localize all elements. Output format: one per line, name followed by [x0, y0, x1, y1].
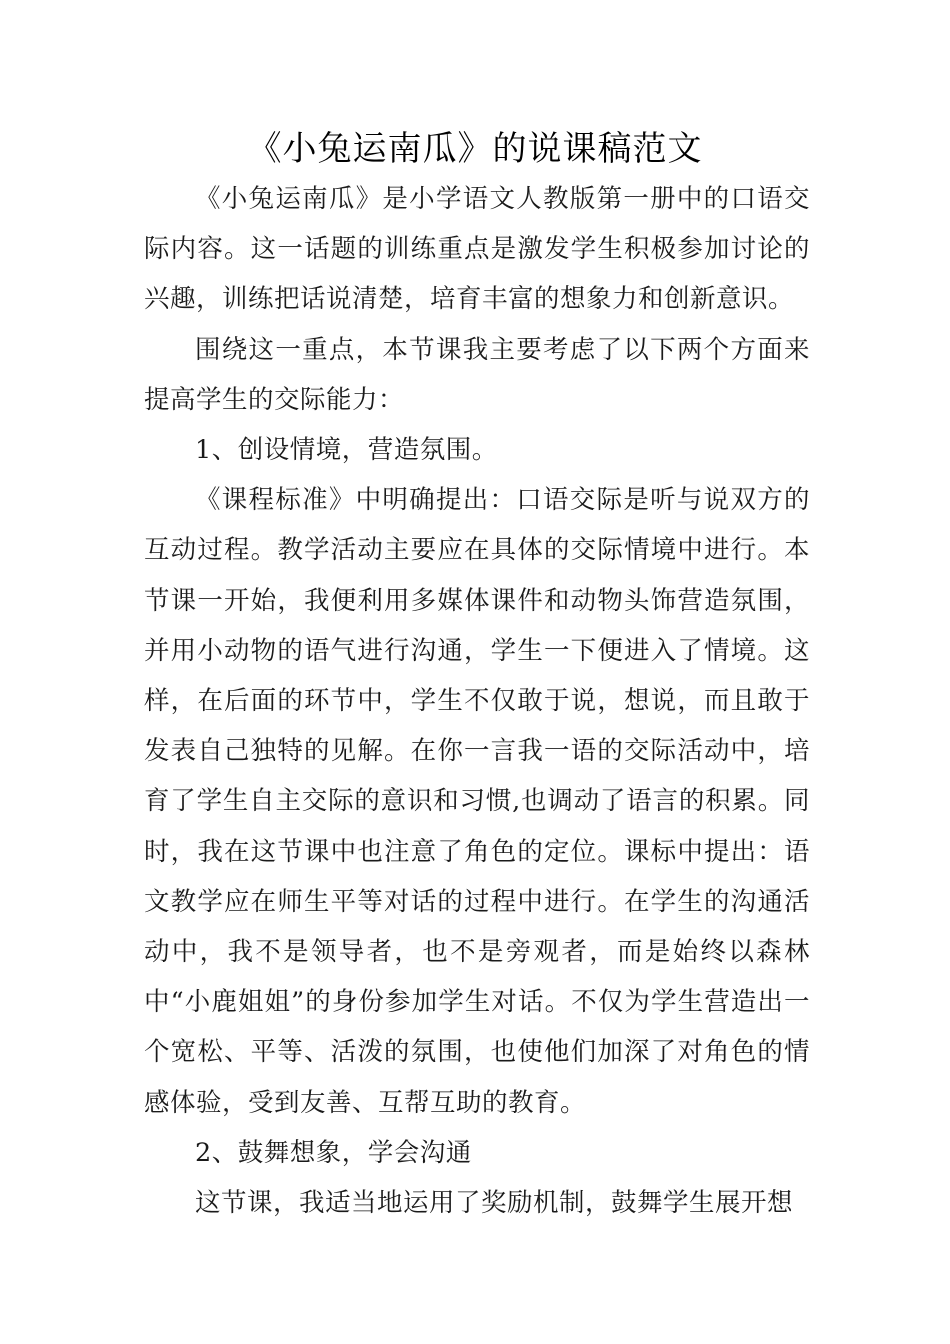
paragraph-section-2: 这节课，我适当地运用了奖励机制，鼓舞学生展开想: [195, 1188, 794, 1219]
document-body: [144, 174, 810, 1228]
paragraph-section-1: 《课程标准》中明确提出：口语交际是听与说双方的互动过程。教学活动主要应在具体的交际情境中进行。本节课一开始，我便利用多媒体课件和动物头饰营造氛围，并用小动物的语气进行沟通，学生一下便进入了情境。这样，在后面的环节中，学生不仅敢于说，想说，而且敢于发表自己独特的见解。在你一言我一语的交际活动中，培育了学生自主交际的意识和习惯,也调动了语言的积累。同时，我在这节课中也注意了角色的定位。课标中提出：语文教学应在师生平等对话的过程中进行。在学生的沟通活动中，我不是领导者，也不是旁观者，而是始终以森林中“小鹿姐姐”的身份参加学生对话。不仅为学生营造出一个宽松、平等、活泼的氛围，也使他们加深了对角色的情感体验，受到友善、互帮互助的教育。: [144, 485, 810, 1118]
paragraph-intro: 《小兔运南瓜》是小学语文人教版第一册中的口语交际内容。这一话题的训练重点是激发学生积极参加讨论的兴趣，训练把话说清楚，培育丰富的想象力和创新意识。: [144, 184, 810, 315]
section-heading-1: 1、创设情境，营造氛围。: [195, 435, 498, 466]
paragraph-focus: 围绕这一重点，本节课我主要考虑了以下两个方面来提高学生的交际能力：: [144, 334, 810, 415]
section-heading-2: 2、鼓舞想象，学会沟通: [195, 1137, 472, 1168]
document-title: 《小兔运南瓜》的说课稿范文: [247, 129, 703, 169]
